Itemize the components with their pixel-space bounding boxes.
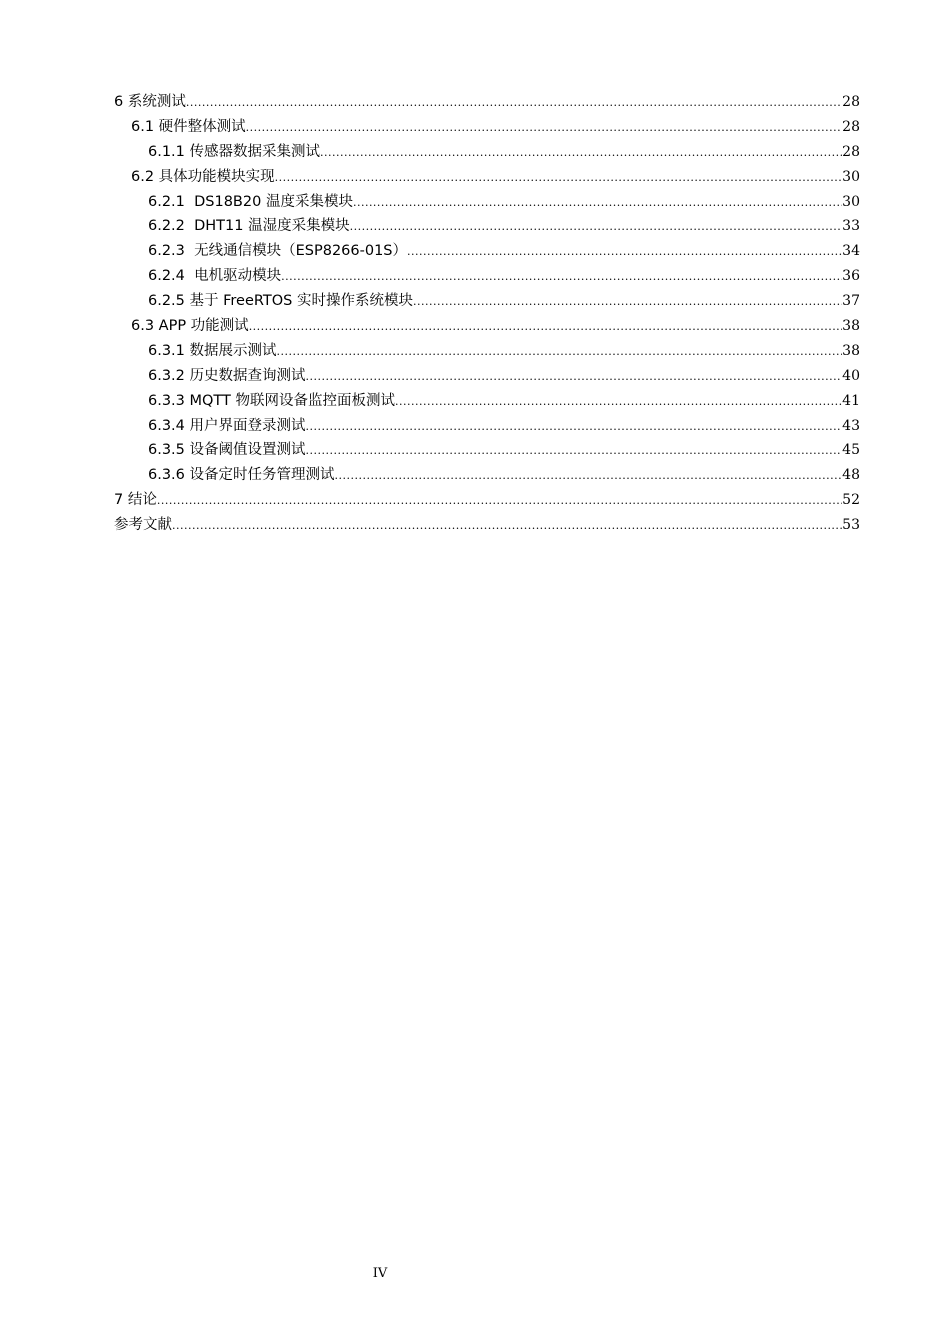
- toc-entry-title: 参考文献: [114, 517, 172, 534]
- toc-leader-dots: [353, 191, 842, 216]
- toc-entry[interactable]: [114, 314, 860, 339]
- toc-entry[interactable]: [114, 364, 860, 389]
- toc-entry-title: 6.3.5 设备阈值设置测试: [148, 442, 306, 459]
- toc-entry-title: 6.2.5 基于 FreeRTOS 实时操作系统模块: [148, 293, 413, 310]
- toc-entry[interactable]: [114, 165, 860, 190]
- toc-entry-page: 30: [842, 193, 860, 210]
- toc-entry[interactable]: [114, 115, 860, 140]
- toc-entry-page: 40: [842, 367, 860, 384]
- toc-entry-title: 6.2.3 无线通信模块（ESP8266-01S）: [148, 243, 408, 260]
- toc-entry-title: 6.2.1 DS18B20 温度采集模块: [148, 193, 353, 210]
- toc-leader-dots: [157, 489, 842, 514]
- toc-entry[interactable]: [114, 289, 860, 314]
- toc-entry-page: 41: [842, 392, 860, 409]
- toc-entry[interactable]: [114, 463, 860, 488]
- toc-leader-dots: [413, 290, 842, 315]
- toc-leader-dots: [407, 240, 842, 265]
- toc-leader-dots: [320, 141, 842, 166]
- toc-entry-title: 6.2.4 电机驱动模块: [148, 268, 282, 285]
- toc-entry-page: 28: [842, 118, 860, 135]
- toc-entry-page: 52: [842, 492, 860, 509]
- toc-leader-dots: [306, 365, 843, 390]
- toc-leader-dots: [186, 91, 842, 116]
- toc-leader-dots: [246, 116, 843, 141]
- toc-leader-dots: [306, 415, 843, 440]
- toc-entry-page: 34: [842, 243, 860, 260]
- toc-entry[interactable]: [114, 339, 860, 364]
- toc-entry-title: 6.3.1 数据展示测试: [148, 342, 277, 359]
- toc-entry-page: 36: [842, 268, 860, 285]
- toc-entry-title: 6.3.3 MQTT 物联网设备监控面板测试: [148, 392, 395, 409]
- toc-entry[interactable]: [114, 438, 860, 463]
- toc-leader-dots: [172, 514, 842, 539]
- toc-entry[interactable]: [114, 140, 860, 165]
- page-number-footer: IV: [372, 1266, 388, 1281]
- toc-entry[interactable]: [114, 214, 860, 239]
- toc-entry-page: 43: [842, 417, 860, 434]
- toc-entry-title: 6.2.2 DHT11 温湿度采集模块: [148, 218, 350, 235]
- toc-entry-title: 7 结论: [114, 492, 157, 509]
- toc-entry-page: 28: [842, 143, 860, 160]
- toc-leader-dots: [395, 390, 842, 415]
- toc-entry-page: 30: [842, 168, 860, 185]
- toc-leader-dots: [275, 166, 843, 191]
- toc-entry-page: 33: [842, 218, 860, 235]
- table-of-contents: [114, 90, 860, 538]
- toc-leader-dots: [249, 315, 842, 340]
- toc-entry-page: 38: [842, 318, 860, 335]
- toc-entry-title: 6.1.1 传感器数据采集测试: [148, 143, 321, 160]
- toc-leader-dots: [281, 265, 842, 290]
- toc-entry[interactable]: [114, 90, 860, 115]
- toc-entry-title: 6.2 具体功能模块实现: [131, 168, 275, 185]
- toc-entry-title: 6.3.4 用户界面登录测试: [148, 417, 306, 434]
- toc-entry-title: 6.3.6 设备定时任务管理测试: [148, 467, 335, 484]
- toc-entry[interactable]: [114, 389, 860, 414]
- toc-entry-page: 37: [842, 293, 860, 310]
- toc-entry-page: 53: [842, 517, 860, 534]
- toc-entry[interactable]: [114, 414, 860, 439]
- toc-entry-page: 48: [842, 467, 860, 484]
- toc-entry[interactable]: [114, 488, 860, 513]
- toc-leader-dots: [306, 439, 843, 464]
- toc-entry[interactable]: [114, 190, 860, 215]
- toc-entry-title: 6.3.2 历史数据查询测试: [148, 367, 306, 384]
- toc-entry-page: 28: [842, 94, 860, 110]
- toc-entry[interactable]: [114, 264, 860, 289]
- toc-entry-page: 38: [842, 342, 860, 359]
- toc-entry[interactable]: [114, 513, 860, 538]
- toc-leader-dots: [350, 215, 843, 240]
- toc-leader-dots: [335, 464, 843, 489]
- toc-entry[interactable]: [114, 239, 860, 264]
- toc-leader-dots: [277, 340, 843, 365]
- toc-entry-title: 6.3 APP 功能测试: [131, 318, 249, 335]
- toc-entry-title: 6 系统测试: [114, 94, 186, 110]
- toc-entry-page: 45: [842, 442, 860, 459]
- toc-entry-title: 6.1 硬件整体测试: [131, 118, 246, 135]
